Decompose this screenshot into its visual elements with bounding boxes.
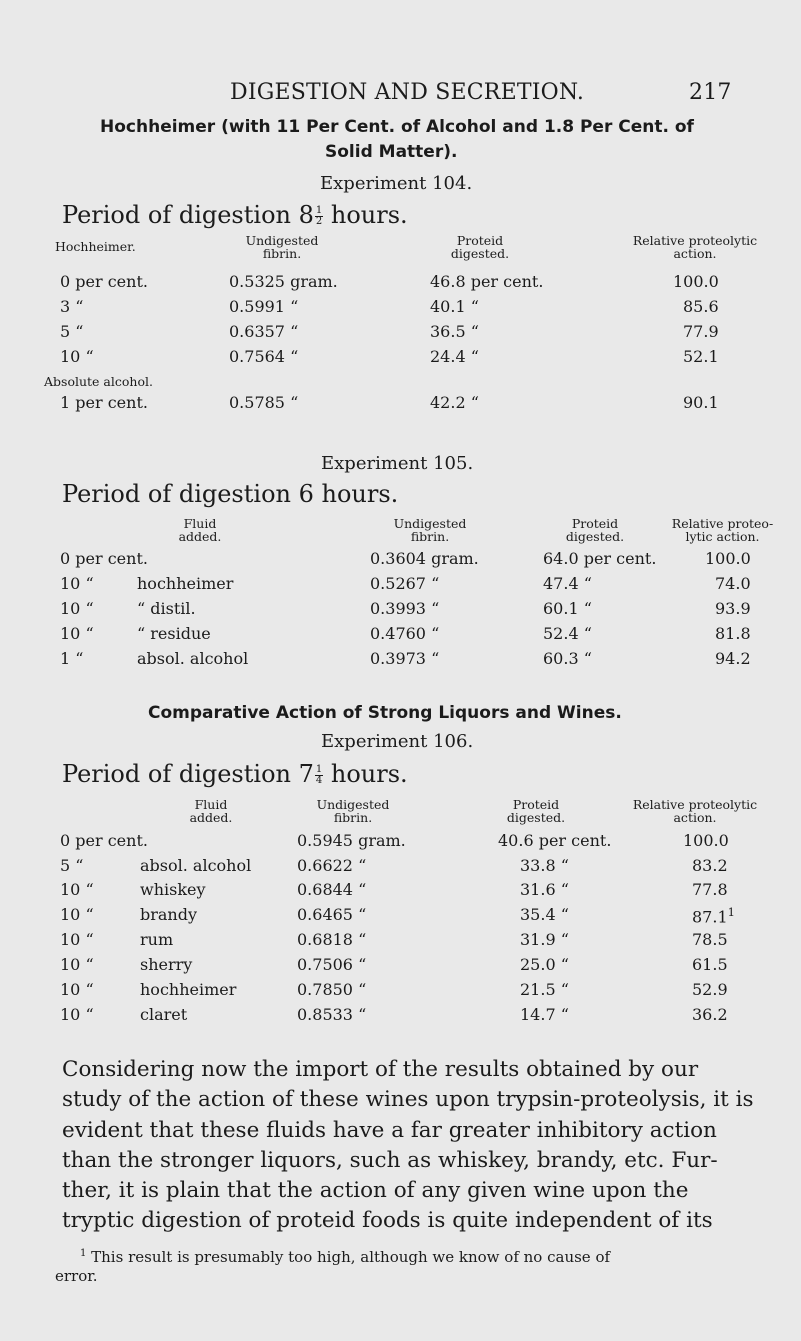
cell: 10 “ [60,955,94,974]
paragraph-line: ther, it is plain that the action of any given wine upon the [62,1178,689,1204]
cell: brandy [140,905,198,924]
hdr-line: Relative proteolytic [632,797,758,812]
cell: 31.6 “ [520,880,569,899]
cell: 52.1 [683,347,719,366]
exp104-period-suffix: hours. [323,201,408,229]
hdr-line: Undigested [316,797,390,812]
experiment-105-label: Experiment 105. [321,453,474,474]
exp106-period-suffix: hours. [323,760,408,788]
hdr-line: fibrin. [333,810,373,825]
body-paragraph [62,1055,762,1237]
section-title-line1: Hochheimer (with 11 Per Cent. of Alcohol and 1.8 Per Cent. of [100,117,694,137]
cell: hochheimer [137,574,234,593]
cell: 0.4760 “ [370,624,440,643]
cell: 100.0 [705,549,751,568]
cell: 10 “ [60,599,94,618]
exp104-header-col3 [425,234,535,260]
cell: 10 “ [60,980,94,999]
cell: 36.2 [692,1005,728,1024]
cell: 25.0 “ [520,955,569,974]
cell: 0.7506 “ [297,955,367,974]
cell: 81.8 [715,624,751,643]
hdr-line: Undigested [393,516,467,531]
exp106-header-col2 [293,798,413,824]
cell: 31.9 “ [520,930,569,949]
cell: 87.1 [692,907,728,927]
hdr-line: Undigested [245,233,319,248]
exp104-frac-den: 2 [315,216,323,227]
footnote-line: This result is presumably too high, although we know of no cause of [86,1248,611,1266]
hdr-line: Fluid [183,516,217,531]
cell: 40.1 “ [430,297,479,316]
hdr-line: added. [178,529,222,544]
exp104-period [62,201,408,229]
hdr-line: action. [673,246,717,261]
cell: 90.1 [683,393,719,412]
exp105-header-col2 [370,517,490,543]
hdr-line: Proteid [512,797,560,812]
exp104-header-col4 [600,234,790,260]
cell: 42.2 “ [430,393,479,412]
hdr-line: digested. [506,810,566,825]
hdr-line: Proteid [571,516,619,531]
cell: 0.5325 gram. [229,272,338,291]
cell: 0.6844 “ [297,880,367,899]
paragraph-line: evident that these fluids have a far greater inhibitory action [62,1117,717,1143]
cell: 10 “ [60,880,94,899]
exp106-header-col1 [176,798,246,824]
cell: 36.5 “ [430,322,479,341]
hdr-line: digested. [450,246,510,261]
cell: 74.0 [715,574,751,593]
absolute-alcohol-label: Absolute alcohol. [44,374,153,389]
cell: 52.4 “ [543,624,592,643]
cell: “ distil. [137,599,196,618]
cell: 10 “ [60,574,94,593]
page-header-title: DIGESTION AND SECRETION. [230,80,585,105]
cell: 0.3604 gram. [370,549,479,568]
exp104-period-text: Period of digestion 8 [62,201,314,229]
footnote-mark: 1 [80,1248,87,1259]
cell: 100.0 [673,272,719,291]
hdr-line: fibrin. [262,246,302,261]
cell: 0.5945 gram. [297,831,406,850]
footnote [80,1242,610,1269]
cell: 85.6 [683,297,719,316]
cell: 77.8 [692,880,728,899]
hdr-line: action. [673,810,717,825]
cell: 93.9 [715,599,751,618]
cell: rum [140,930,174,949]
footnote-mark: 1 [727,905,735,919]
hdr-line: fibrin. [410,529,450,544]
cell: 10 “ [60,1005,94,1024]
paragraph-line: than the stronger liquors, such as whiskey, brandy, etc. Fur- [62,1147,718,1173]
cell: 0 per cent. [60,549,148,568]
cell: 77.9 [683,322,719,341]
page-number: 217 [689,80,732,105]
cell: 1 “ [60,649,84,668]
exp105-period: Period of digestion 6 hours. [62,480,399,508]
cell: 60.3 “ [543,649,592,668]
cell: 35.4 “ [520,905,569,924]
cell: 0.8533 “ [297,1005,367,1024]
hdr-line: Proteid [456,233,504,248]
cell: 40.6 per cent. [498,831,612,850]
cell: 10 “ [60,905,94,924]
exp106-fraction [315,765,323,786]
cell: “ residue [137,624,211,643]
cell: 0.6622 “ [297,856,367,875]
cell: 10 “ [60,624,94,643]
cell: 61.5 [692,955,728,974]
cell: 33.8 “ [520,856,569,875]
exp106-period [62,760,408,788]
exp104-header-col1: Hochheimer. [55,239,136,254]
cell-with-note [692,905,735,926]
cell: claret [140,1005,188,1024]
cell: 5 “ [60,322,84,341]
hdr-line: added. [189,810,233,825]
comparative-heading: Comparative Action of Strong Liquors and Wines. [148,703,622,723]
cell: absol. alcohol [140,856,252,875]
exp106-period-text: Period of digestion 7 [62,760,314,788]
section-title-line2: Solid Matter). [325,142,458,162]
hdr-line: lytic action. [685,529,760,544]
exp106-frac-num: 1 [315,764,323,775]
hdr-line: digested. [565,529,625,544]
cell: 0.5991 “ [229,297,299,316]
cell: 0.7850 “ [297,980,367,999]
exp106-header-col3 [486,798,586,824]
cell: 64.0 per cent. [543,549,657,568]
cell: 0.3973 “ [370,649,440,668]
exp104-header-col2 [222,234,342,260]
cell: 0.6357 “ [229,322,299,341]
exp105-header-col4 [655,517,790,543]
cell: 24.4 “ [430,347,479,366]
cell: 100.0 [683,831,729,850]
cell: 21.5 “ [520,980,569,999]
footnote-continued: error. [55,1267,98,1285]
exp105-header-col1 [165,517,235,543]
cell: 83.2 [692,856,728,875]
cell: 0.5267 “ [370,574,440,593]
cell: 0.6465 “ [297,905,367,924]
exp106-header-col4 [600,798,790,824]
cell: 3 “ [60,297,84,316]
hdr-line: Fluid [194,797,228,812]
cell: 46.8 per cent. [430,272,544,291]
cell: whiskey [140,880,206,899]
exp105-header-col3 [545,517,645,543]
cell: 10 “ [60,930,94,949]
paragraph-line: Considering now the import of the results obtained by our [62,1057,699,1082]
exp104-frac-num: 1 [315,205,323,216]
hdr-line: Relative proteolytic [632,233,758,248]
cell: 10 “ [60,347,94,366]
cell: 94.2 [715,649,751,668]
cell: 0.3993 “ [370,599,440,618]
paragraph-line: tryptic digestion of proteid foods is quite independent of its [62,1208,713,1234]
exp106-frac-den: 4 [315,775,323,786]
cell: 0.7564 “ [229,347,299,366]
cell: 52.9 [692,980,728,999]
cell: 5 “ [60,856,84,875]
cell: 0 per cent. [60,272,148,291]
exp104-fraction [315,206,323,227]
hdr-line: Relative proteo- [671,516,774,531]
cell: absol. alcohol [137,649,249,668]
cell: hochheimer [140,980,237,999]
cell: 0.6818 “ [297,930,367,949]
cell: 47.4 “ [543,574,592,593]
cell: 1 per cent. [60,393,148,412]
experiment-104-label: Experiment 104. [320,173,473,194]
cell: 0 per cent. [60,831,148,850]
cell: 14.7 “ [520,1005,569,1024]
cell: 60.1 “ [543,599,592,618]
experiment-106-label: Experiment 106. [321,731,474,752]
paragraph-line: study of the action of these wines upon trypsin-proteolysis, it is [62,1087,754,1113]
cell: sherry [140,955,193,974]
cell: 78.5 [692,930,728,949]
cell: 0.5785 “ [229,393,299,412]
